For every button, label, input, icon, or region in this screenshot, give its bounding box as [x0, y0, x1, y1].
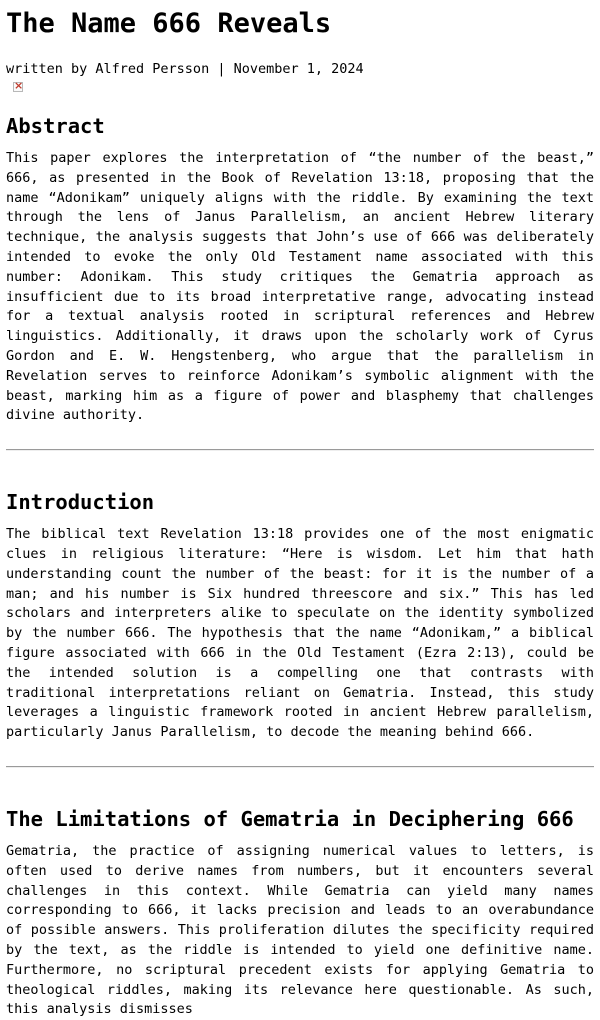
broken-image-icon [13, 82, 23, 92]
gematria-heading: The Limitations of Gematria in Deciphering 666 [6, 806, 574, 831]
gematria-text: Gematria, the practice of assigning numerical values to letters, is often used to derive names from numbers, but it encounters several challenges in this context. While Gematria can yield many names corresponding to 666, it lacks precision and leads to an overabundance of possible answers. This proliferation dilutes the specificity required by the text, as the riddle is intended to yield one definitive name. Furthermore, no scriptural precedent exists for applying Gematria to theological riddles, making its relevance here questionable. As such, this analysis dismisses [6, 842, 594, 1018]
article-title: The Name 666 Reveals [6, 8, 332, 39]
introduction-heading: Introduction [6, 490, 155, 515]
introduction-text: The biblical text Revelation 13:18 provides one of the most enigmatic clues in religious literature: “Here is wisdom. Let him that hath understanding count the number of the beast: for it is the number of a man; and his number is Six hundred threescore and six.” This has led scholars and interpreters alike to speculate on the identity symbolized by the number 666. The hypothesis that the name “Adonikam,” a biblical figure associated with 666 in the Old Testament (Ezra 2:13), could be the intended solution is a compelling one that contrasts with traditional interpretations reliant on Gematria. Instead, this study leverages a linguistic framework rooted in ancient Hebrew parallelism, particularly Janus Parallelism, to decode the meaning behind 666. [6, 526, 594, 741]
abstract-heading: Abstract [6, 114, 105, 138]
abstract-text: This paper explores the interpretation of “the number of the beast,” 666, as presented in the Book of Revelation 13:18, proposing that the name “Adonikam” uniquely aligns with the riddle. By examining the text through the lens of Janus Parallelism, an ancient Hebrew literary technique, the analysis suggests that John’s use of 666 was deliberately intended to evoke the only Old Testament name associated with this number: Adonikam. This study critiques the Gematria approach as insufficient due to its broad interpretative range, advocating instead for a textual analysis rooted in scriptural references and Hebrew linguistics. Additionally, it draws upon the scholarly work of Cyrus Gordon and E. W. Hengstenberg, who argue that the parallelism in Revelation serves to reinforce Adonikam’s symbolic alignment with the beast, marking him as a figure of power and blasphemy that challenges divine authority. [6, 150, 594, 424]
article-byline: written by Alfred Persson | November 1, 2024 [6, 61, 364, 77]
section-divider [6, 449, 594, 451]
article-page [0, 6, 600, 1020]
section-divider [6, 766, 594, 768]
